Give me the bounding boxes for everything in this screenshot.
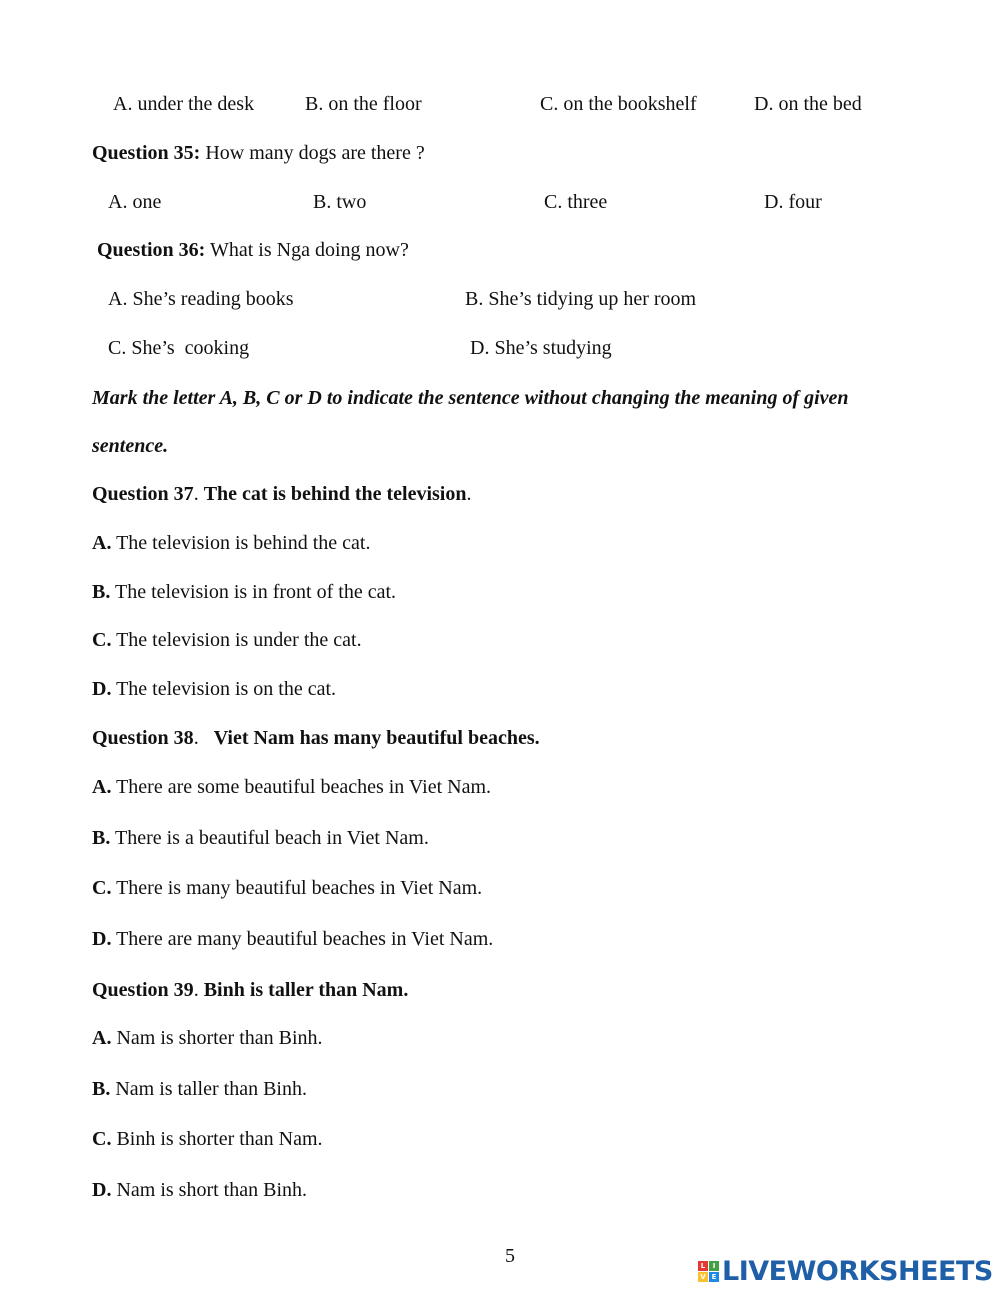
- instruction-line-2: sentence.: [92, 435, 169, 457]
- q38-option-d: D. There are many beautiful beaches in Viet Nam.: [92, 928, 494, 950]
- q39-option-d: D. Nam is short than Binh.: [92, 1179, 307, 1201]
- q34-option-b: B. on the floor: [305, 93, 422, 115]
- q35-option-c: C. three: [544, 191, 608, 213]
- question-39-sep: .: [193, 979, 204, 1001]
- question-39-text: Binh is taller than Nam.: [203, 979, 409, 1001]
- q36-option-b: B. She’s tidying up her room: [465, 288, 697, 310]
- logo-blocks-icon: L I V E: [698, 1261, 719, 1282]
- q35-option-d: D. four: [764, 191, 822, 213]
- liveworksheets-logo: [698, 1256, 993, 1286]
- question-38: [92, 726, 540, 750]
- q35-option-b: B. two: [313, 191, 367, 213]
- question-36: [97, 238, 409, 262]
- q39-option-a: A. Nam is shorter than Binh.: [92, 1027, 323, 1049]
- page-number: 5: [505, 1245, 515, 1267]
- question-39-label: Question 39: [92, 979, 194, 1001]
- q34-option-d: D. on the bed: [754, 93, 862, 115]
- q34-option-a: A. under the desk: [113, 93, 255, 115]
- question-35-text: How many dogs are there ?: [200, 142, 425, 164]
- question-38-label: Question 38: [92, 727, 194, 749]
- q38-option-b: B. There is a beautiful beach in Viet Nam.: [92, 827, 429, 849]
- q36-option-c: C. She’s cooking: [108, 337, 250, 359]
- question-37-end: .: [466, 483, 472, 505]
- q39-option-c: C. Binh is shorter than Nam.: [92, 1128, 323, 1150]
- q35-option-a: A. one: [108, 191, 162, 213]
- q37-option-b: B. The television is in front of the cat.: [92, 581, 397, 603]
- question-38-text: Viet Nam has many beautiful beaches.: [213, 727, 540, 749]
- q36-option-d: D. She’s studying: [470, 337, 612, 359]
- q37-option-a: A. The television is behind the cat.: [92, 532, 371, 554]
- question-35-label: Question 35:: [92, 142, 201, 164]
- q36-option-a: A. She’s reading books: [108, 288, 294, 310]
- question-38-sep: .: [193, 727, 214, 749]
- question-36-text: What is Nga doing now?: [205, 239, 409, 261]
- q37-option-d: D. The television is on the cat.: [92, 678, 337, 700]
- logo-text: LIVEWORKSHEETS: [722, 1255, 993, 1287]
- question-35: [92, 141, 425, 165]
- instruction-line-1: Mark the letter A, B, C or D to indicate the sentence without changing the meaning of given: [92, 387, 849, 409]
- q34-option-c: C. on the bookshelf: [540, 93, 697, 115]
- question-37-text: The cat is behind the television: [203, 483, 467, 505]
- question-37-label: Question 37: [92, 483, 194, 505]
- q39-option-b: B. Nam is taller than Binh.: [92, 1078, 307, 1100]
- q38-option-c: C. There is many beautiful beaches in Viet Nam.: [92, 877, 483, 899]
- question-39: [92, 978, 408, 1002]
- q37-option-c: C. The television is under the cat.: [92, 629, 362, 651]
- q38-option-a: A. There are some beautiful beaches in Viet Nam.: [92, 776, 492, 798]
- question-37: [92, 482, 471, 506]
- question-36-label: Question 36:: [97, 239, 206, 261]
- question-37-sep: .: [193, 483, 204, 505]
